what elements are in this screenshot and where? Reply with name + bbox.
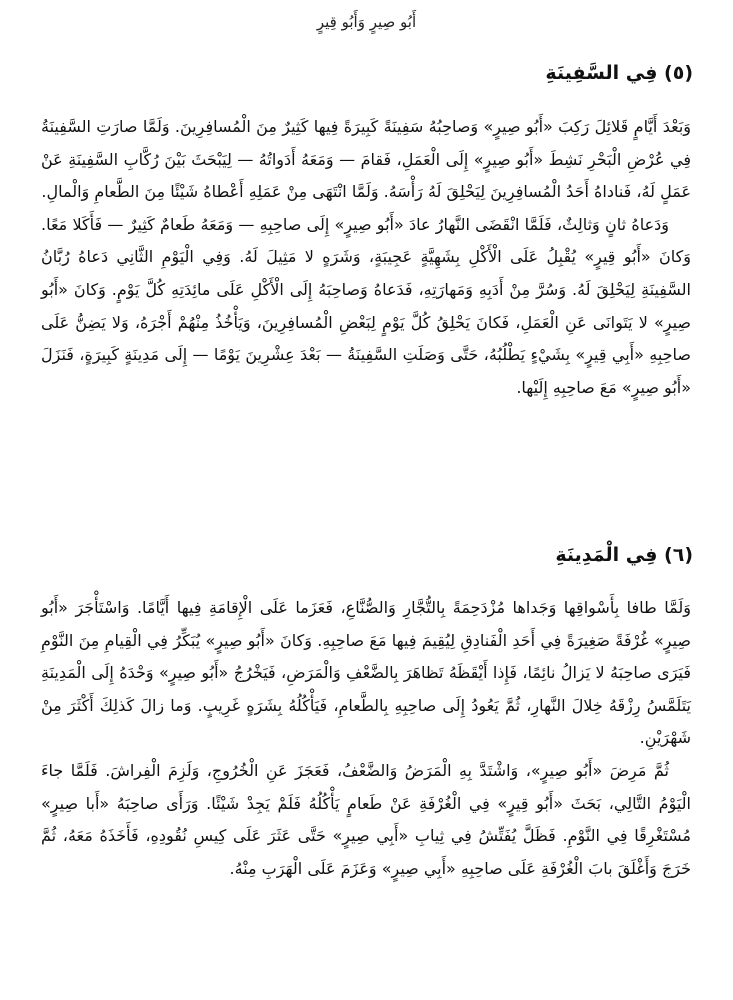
running-header: أَبُو صِيرٍ وَأَبُو قِيرٍ	[316, 13, 417, 31]
paragraph: وَلَمَّا طافا بِأَسْواقِها وَجَداها مُزْدَحِمَةً بِالتُّجَّارِ وَالصُّنَّاعِ، فَعَزَما عَلَى الْإِقامَةِ فِيها أَيَّامًا. وَاسْتَأْجَرَ «أَبُو صِيرٍ» غُرْفَةً صَغِيرَةً فِي أَحَدِ الْفَنادِقِ لِيُقِيمَ فِيها مَعَ صاحِبِهِ. وَكانَ «أَبُو صِيرٍ» يُبَكِّرُ فِي الْقِيامِ مِنَ النَّوْمِ فَيَرَى صاحِبَهُ لا يَزالُ نائِمًا، فَإِذا أَيْقَظَهُ تَظاهَرَ بِالضَّعْفِ وَالْمَرَضِ، فَيَخْرُجُ «أَبُو صِيرٍ» وَحْدَهُ إِلَى الْمَدِينَةِ يَتَلَمَّسُ رِزْقَهُ خِلالَ النَّهارِ، ثُمَّ يَعُودُ إِلَى صاحِبِهِ بِالطَّعامِ، فَيَأْكُلُهُ بِشَرَهٍ غَرِيبٍ. وَما زالَ كَذلِكَ أَكْثَرَ مِنْ شَهْرَيْنِ.	[41, 598, 691, 748]
section-body-city	[41, 592, 691, 885]
paragraph: ثُمَّ مَرِضَ «أَبُو صِيرٍ»، وَاشْتَدَّ بِهِ الْمَرَضُ وَالضَّعْفُ، فَعَجَزَ عَنِ الْخُرُوجِ، وَلَزِمَ الْفِراشَ. فَلَمَّا جاءَ الْيَوْمُ التَّالِي، بَحَثَ «أَبُو قِيرٍ» فِي الْغُرْفَةِ عَنْ طَعامٍ يَأْكُلُهُ فَلَمْ يَجِدْ شَيْئًا. وَرَأَى صاحِبَهُ «أَبا صِيرٍ» مُسْتَغْرِقًا فِي النَّوْمِ. فَظَلَّ يُفَتِّشُ فِي ثِيابِ «أَبِي صِيرٍ» حَتَّى عَثَرَ عَلَى كِيسِ نُقُودِهِ، فَأَخَذَهُ مَعَهُ، ثُمَّ خَرَجَ وَأَغْلَقَ بابَ الْغُرْفَةِ عَلَى صاحِبِهِ «أَبِي صِيرٍ» وَعَزَمَ عَلَى الْهَرَبِ مِنْهُ.	[41, 760, 691, 878]
section-title-ship: (٥) فِي السَّفِينَةِ	[545, 62, 693, 84]
section-title-city: (٦) فِي الْمَدِينَةِ	[555, 544, 693, 566]
section-body-ship	[41, 111, 691, 404]
paragraph: وَدَعاهُ ثانٍ وَثالِثٌ، فَلَمَّا انْقَضَى النَّهارُ عادَ «أَبُو صِيرٍ» إِلَى صاحِبِهِ — وَمَعَهُ طَعامٌ كَثِيرٌ — فَأَكَلا مَعًا. وَكانَ «أَبُو قِيرٍ» يُقْبِلُ عَلَى الْأَكْلِ بِشَهِيَّةٍ عَجِيبَةٍ، وَشَرَهٍ لا مَثِيلَ لَهُ. وَفِي الْيَوْمِ الثَّانِي دَعاهُ رُبَّانُ السَّفِينَةِ لِيَحْلِقَ لَهُ. وَسُرَّ مِنْ أَدَبِهِ وَمَهارَتِهِ، فَدَعاهُ وَصاحِبَهُ إِلَى الْأَكْلِ عَلَى مائِدَتِهِ كُلَّ يَوْمٍ. وَكانَ «أَبُو صِيرٍ» لا يَتَوانَى عَنِ الْعَمَلِ، فَكانَ يَحْلِقُ كُلَّ يَوْمٍ لِبَعْضِ الْمُسافِرِينَ، وَيَأْخُذُ مِنْهُمْ أَجْرَهُ، وَلا يَضِنُّ عَلَى صاحِبِهِ «أَبِي قِيرٍ» بِشَيْءٍ يَطْلُبُهُ، حَتَّى وَصَلَتِ السَّفِينَةُ — بَعْدَ عِشْرِينَ يَوْمًا — إِلَى مَدِينَةٍ كَبِيرَةٍ، فَنَزَلَ «أَبُو صِيرٍ» مَعَ صاحِبِهِ إِلَيْها.	[41, 214, 691, 397]
paragraph: وَبَعْدَ أَيَّامٍ قَلائِلَ رَكِبَ «أَبُو صِيرٍ» وَصاحِبُهُ سَفِينَةً كَبِيرَةً فِيها كَثِيرٌ مِنَ الْمُسافِرِينَ. وَلَمَّا صارَتِ السَّفِينَةُ فِي عُرْضِ الْبَحْرِ نَشِطَ «أَبُو صِيرٍ» إِلَى الْعَمَلِ، فَقامَ — وَمَعَهُ أَدَواتُهُ — لِيَبْحَثَ بَيْنَ رُكَّابِ السَّفِينَةِ عَنْ عَمَلٍ لَهُ، فَناداهُ أَحَدُ الْمُسافِرِينَ لِيَحْلِقَ لَهُ رَأْسَهُ. وَلَمَّا انْتَهَى مِنْ عَمَلِهِ أَعْطاهُ شَيْئًا مِنَ الطَّعامِ وَالْمالِ.	[41, 117, 691, 202]
